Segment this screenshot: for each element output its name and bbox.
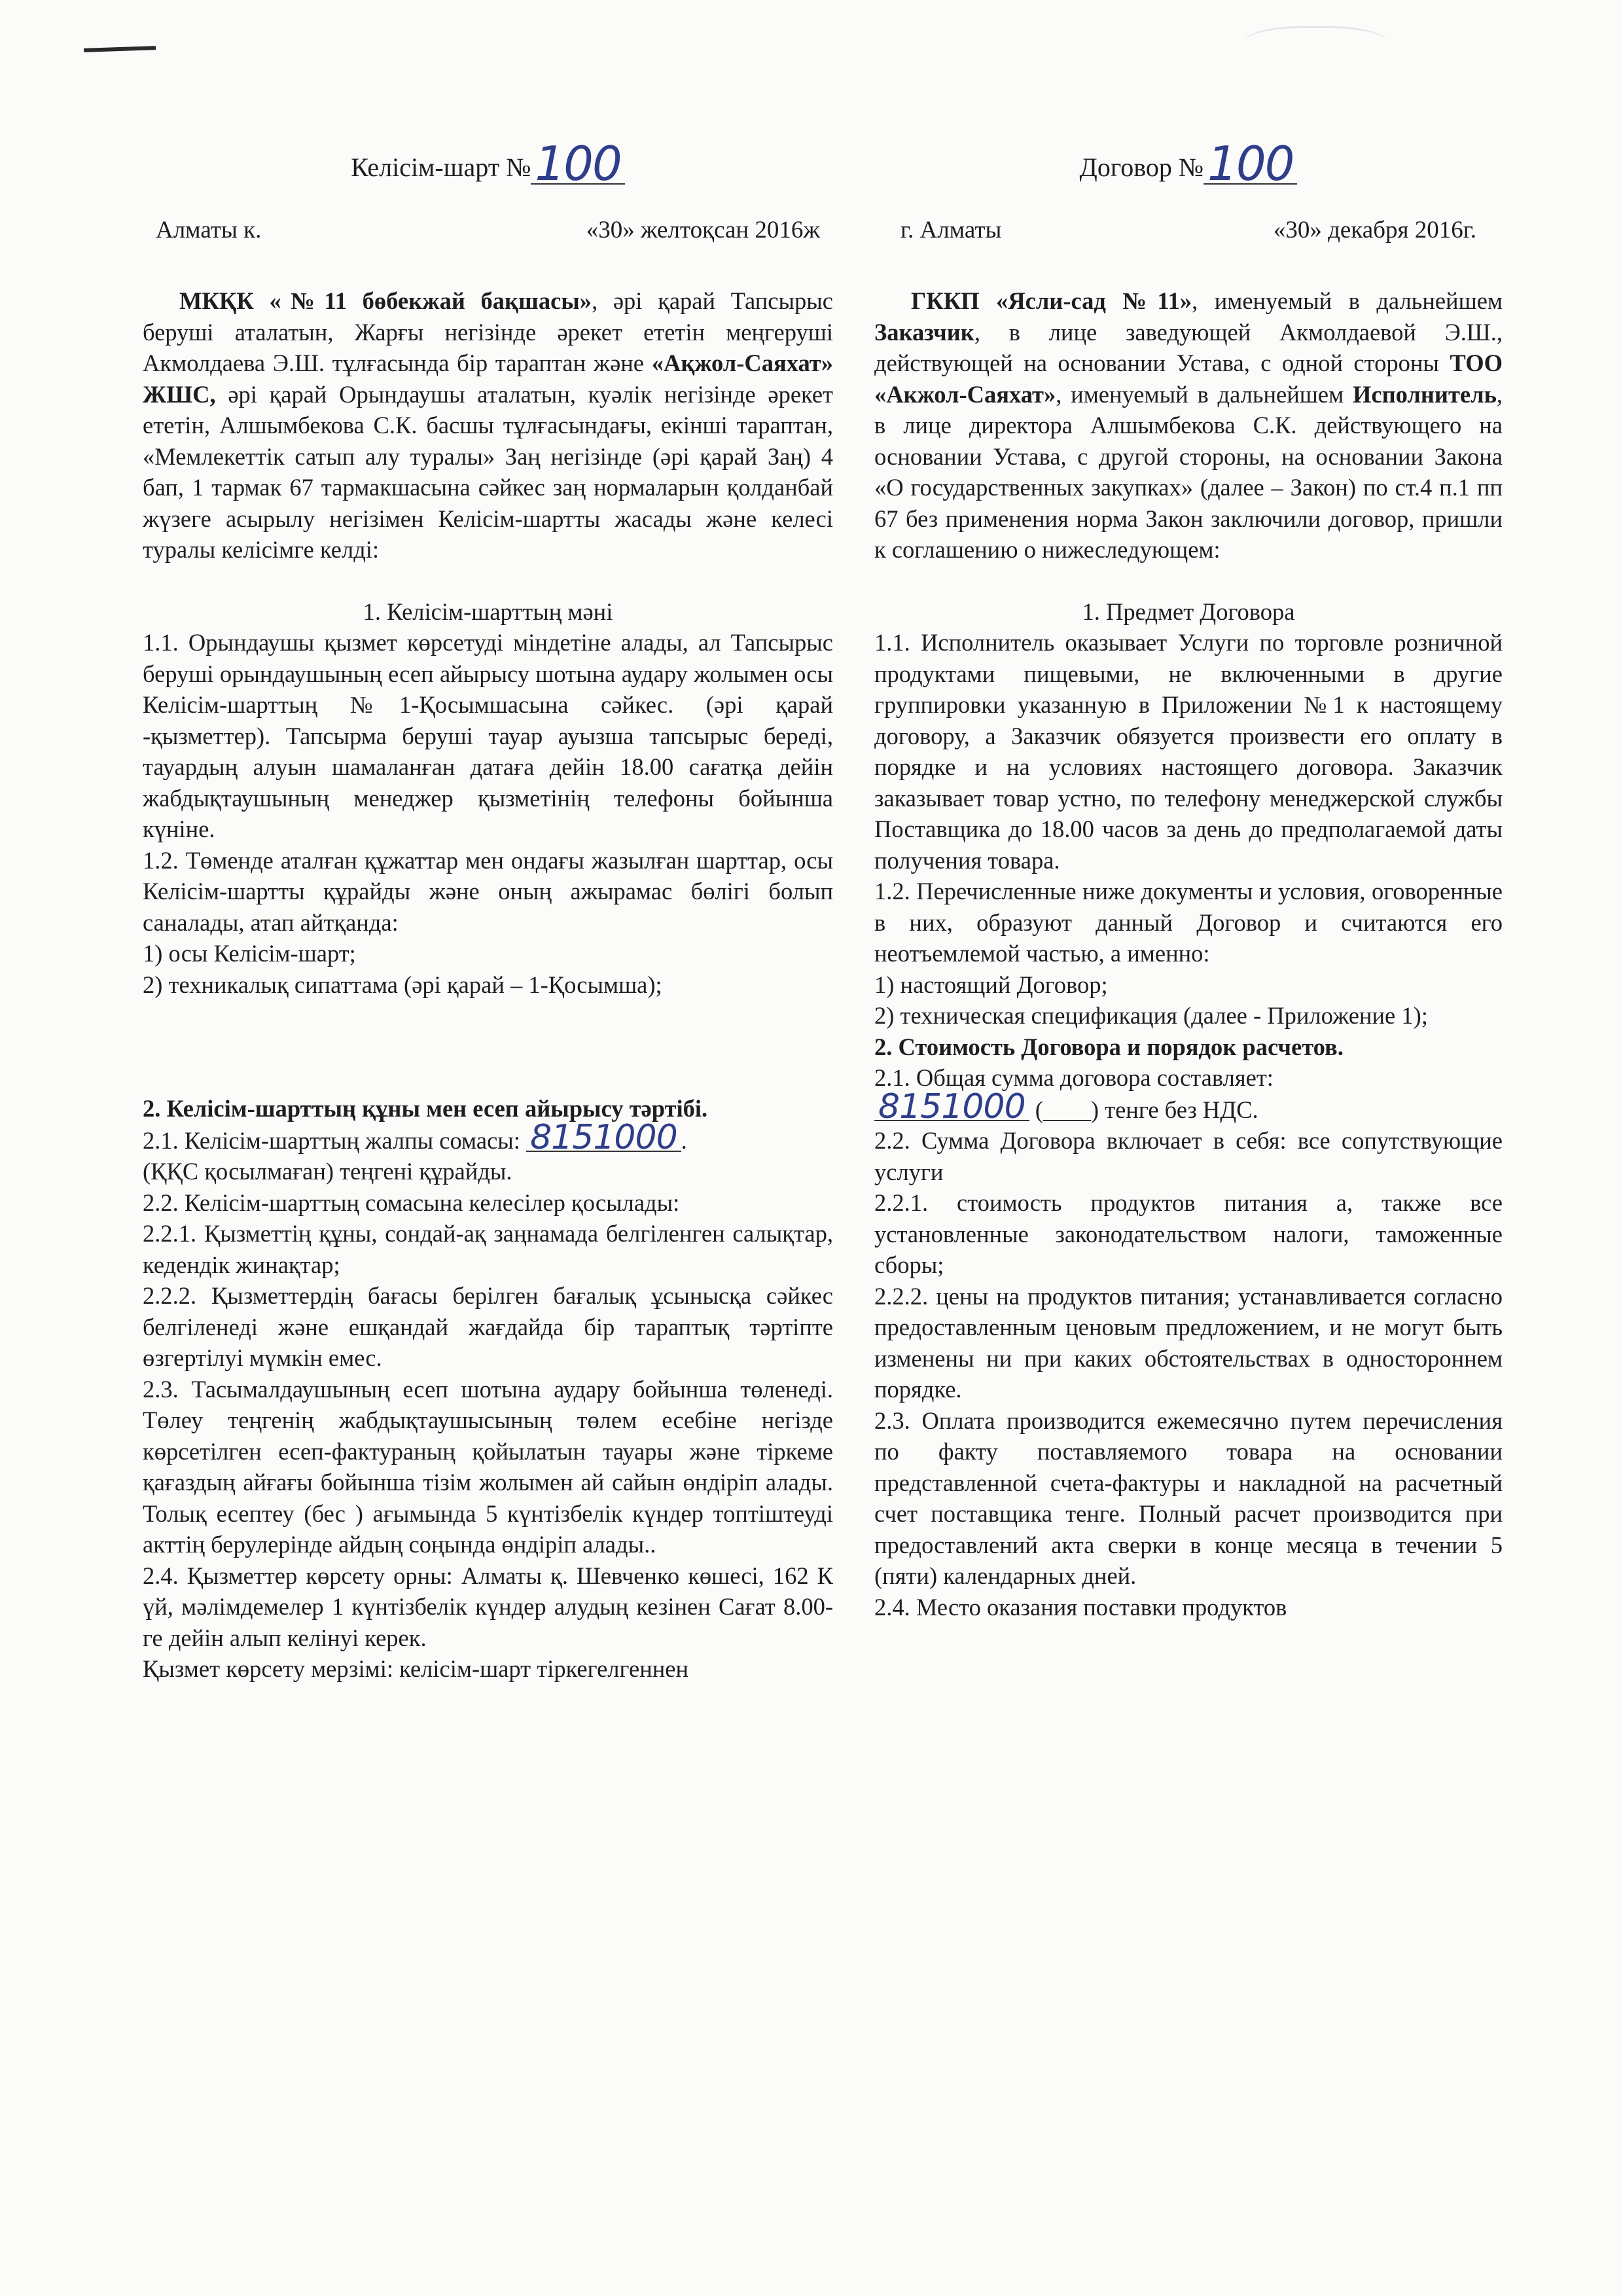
russian-customer-label: Заказчик	[874, 318, 974, 346]
russian-date: «30» декабря 2016г.	[1273, 217, 1476, 243]
russian-clause-2-2-2: 2.2.2. цены на продуктов питания; устанавливается согласно предоставленным ценовым предложением, и не могут быть изменены ни при каких обстоятельствах в одностороннем порядке.	[874, 1282, 1503, 1403]
russian-intro	[874, 285, 1503, 565]
russian-clause-2-1: 2.1. Общая сумма договора составляет:	[874, 1064, 1274, 1091]
russian-clause-1-2-1: 1) настоящий Договор;	[874, 971, 1108, 998]
kazakh-clause-1-2-2: 2) техникалық сипаттама (әрі қарай – 1-Қосымша);	[143, 971, 662, 998]
kazakh-section-1-heading: 1. Келісім-шарттың мәні	[363, 598, 613, 625]
scan-bleed-through	[1243, 26, 1387, 67]
russian-section-2-heading: 2. Стоимость Договора и порядок расчетов.	[874, 1033, 1344, 1060]
russian-intro-text-3: , именуемый в дальнейшем	[1056, 380, 1353, 408]
russian-body	[874, 285, 1503, 1623]
kazakh-body	[143, 285, 833, 1685]
kazakh-contract-sum: 8151000	[526, 1124, 681, 1152]
kazakh-contract-number: 100	[531, 144, 624, 185]
kazakh-service-term: Қызмет көрсету мерзімі: келісім-шарт тіркегелгеннен	[143, 1655, 689, 1682]
russian-clause-1-2: 1.2. Перечисленные ниже документы и условия, оговоренные в них, образуют данный Договор и считаются его неотъемлемой частью, а именно:	[874, 878, 1503, 967]
kazakh-date-row	[143, 216, 833, 244]
russian-clause-1-2-2: 2) техническая спецификация (далее - Приложение 1);	[874, 1002, 1428, 1029]
kazakh-clause-2-3: 2.3. Тасымалдаушының есеп шотына аудару бойынша төленеді. Төлеу теңгенің жабдықтаушысының төлем есебіне негізде көрсетілген есеп-фактураның қойылатын тауары және тіркеме қағаздың айғағы бойынша тізім жолымен ай сайын өндіріп алады. Толық есептеу (бес ) ағымында 5 күнтізбелік күндер топтіштеуді акттің берулерінде айдың соңында өндіріп алады..	[143, 1375, 833, 1558]
russian-city: г. Алматы	[901, 217, 1002, 243]
russian-clause-2-4: 2.4. Место оказания поставки продуктов	[874, 1593, 1287, 1621]
russian-title	[874, 136, 1503, 191]
russian-contract-sum: 8151000	[874, 1094, 1029, 1121]
russian-section-1-heading: 1. Предмет Договора	[1082, 598, 1295, 625]
kazakh-title	[143, 136, 833, 191]
kazakh-clause-1-1: 1.1. Орындаушы қызмет көрсетуді міндетіне алады, ал Тапсырыс беруші орындаушының есеп айырысу шотына аудару жолымен осы Келісім-шарттың №1-Қосымшасына сәйкес. (әрі қарай -қызметтер). Тапсырма беруші тауар ауызша тапсырыс береді, тауардың алуын шамаланған датаға дейін 18.00 сағатқа дейін жабдықтаушының менеджер қызметінің телефоны бойынша күніне.	[143, 629, 833, 842]
russian-intro-text-2: , в лице заведующей Акмолдаевой Э.Ш., действующей на основании Устава, с одной стороны	[874, 318, 1503, 376]
kazakh-party-customer: МКҚК «№11 бөбекжай бақшасы»	[179, 287, 592, 314]
kazakh-party-executor: «Ақжол-Саяхат» ЖШС,	[143, 350, 833, 408]
russian-executor-label: Исполнитель	[1353, 380, 1497, 408]
russian-clause-2-1-sum	[874, 1086, 1503, 1126]
russian-intro-text-1: , именуемый в дальнейшем	[1192, 287, 1503, 314]
kazakh-clause-2-2-2: 2.2.2. Қызметтердің бағасы берілген бағалық ұсынысқа сәйкес белгіленеді және ешқандай жағдайда бір тараптық тәртіпте өзгертілуі мүмкін емес.	[143, 1282, 833, 1371]
kazakh-clause-2-1-tail: (ҚҚС қосылмаған) теңгені құрайды.	[143, 1158, 512, 1185]
russian-intro-text-4: , в лице директора Алшымбекова С.К. действующего на основании Устава, с другой стороны, на основании Закона «О государственных закупках» (далее – Закон) по ст.4 п.1 пп 67 без применения норма Закон заключили договор, пришли к соглашению о нижеследующем:	[874, 380, 1503, 563]
kazakh-date: «30» желтоқсан 2016ж	[586, 217, 820, 243]
kazakh-city: Алматы к.	[156, 217, 262, 243]
kazakh-section-2-heading: 2. Келісім-шарттың құны мен есеп айырысу тәртібі.	[143, 1095, 708, 1122]
russian-clause-2-2-1: 2.2.1. стоимость продуктов питания а, также все установленные законодательством налоги, таможенные сборы;	[874, 1189, 1503, 1278]
russian-clause-1-1: 1.1. Исполнитель оказывает Услуги по торговле розничной продуктами пищевыми, не включенными в другие группировки указанную в Приложении №1 к настоящему договору, а Заказчик обязуется произвести его оплату в порядке и на условиях настоящего договора. Заказчик заказывает товар устно, по телефону менеджерской службы Поставщика до 18.00 часов за день до предполагаемой даты получения товара.	[874, 629, 1503, 874]
kazakh-intro-text-1: , әрі қарай Тапсырыс беруші аталатын, Жарғы негізінде әрекет ететін меңгеруші Акмолдаева Э.Ш. тұлғасында бір тараптан және	[143, 287, 833, 376]
kazakh-clause-2-4: 2.4. Қызметтер көрсету орны: Алматы қ. Шевченко көшесі, 162 К үй, мәлімдемелер 1 күнтізбелік күндер алудың кезінен Сағат 8.00-ге дейін алып келінуі керек.	[143, 1562, 833, 1651]
russian-party-customer: ГККП «Ясли-сад №11»	[911, 287, 1192, 314]
kazakh-blank-gap	[143, 1000, 833, 1093]
kazakh-clause-1-2: 1.2. Төменде аталған құжаттар мен ондағы жазылған шарттар, осы Келісім-шартты құрайды және оның ажырамас бөлігі болып саналады, атап айтқанда:	[143, 846, 833, 936]
kazakh-title-text: Келісім-шарт №	[351, 152, 531, 182]
kazakh-intro	[143, 285, 833, 565]
kazakh-intro-text-2: әрі қарай Орындаушы аталатын, куәлік негізінде әрекет ететін, Алшымбекова С.К. басшы тұлғасындағы, екінші тараптан, «Мемлекеттік сатып алу туралы» Заң негізінде (әрі қарай Заң) 4 бап, 1 тармак 67 тармакшасына сәйкес заң нормаларын қолданбай жүзеге асырылу негізімен Келісім-шартты жасады және келесі туралы келісімге келді:	[143, 380, 833, 563]
russian-clause-2-3: 2.3. Оплата производится ежемесячно путем перечисления по факту поставляемого товара на основании представленной счета-фактуры и накладной на расчетный счет поставщика тенге. Полный расчет производится при предоставлений акта сверки в конце месяца в течении 5 (пяти) календарных дней.	[874, 1407, 1503, 1589]
kazakh-clause-2-2: 2.2. Келісім-шарттың сомасына келесілер қосылады:	[143, 1189, 680, 1216]
kazakh-clause-2-2-1: 2.2.1. Қызметтің құны, сондай-ақ заңнамада белгіленген салықтар, кедендік жинақтар;	[143, 1220, 833, 1278]
kazakh-clause-1-2-1: 1) осы Келісім-шарт;	[143, 940, 356, 967]
scan-artifact-mark	[84, 46, 156, 52]
russian-party-executor: ТОО «Акжол-Саяхат»	[874, 350, 1503, 408]
russian-contract-number: 100	[1204, 144, 1297, 185]
russian-date-row	[874, 216, 1503, 244]
russian-clause-2-2: 2.2. Сумма Договора включает в себя: все сопутствующие услуги	[874, 1127, 1503, 1185]
russian-title-text: Договор №	[1079, 152, 1204, 182]
russian-clause-2-1-tail: (____) тенге без НДС.	[1035, 1096, 1258, 1123]
kazakh-clause-2-1-text: 2.1. Келісім-шарттың жалпы сомасы:	[143, 1126, 520, 1154]
kazakh-clause-2-1: 2.1. Келісім-шарттың жалпы сомасы: 8151000 . (ҚҚС қосылмаған) теңгені құрайды.	[143, 1117, 687, 1185]
